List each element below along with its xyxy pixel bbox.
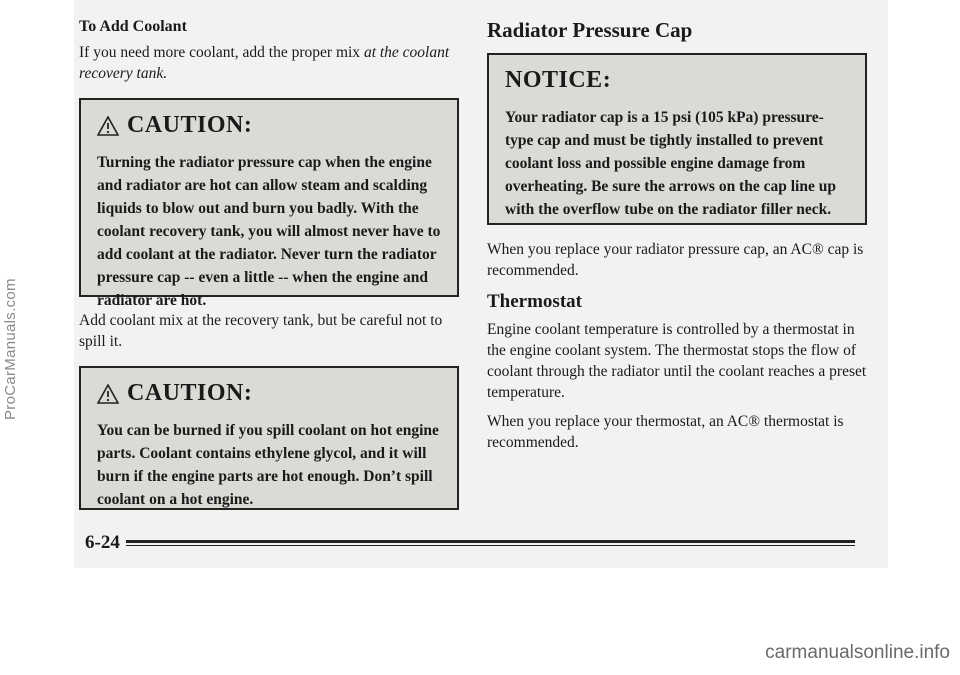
- add-coolant-heading: To Add Coolant: [79, 18, 187, 35]
- right-column: [487, 18, 867, 453]
- intro-plain-text: If you need more coolant, add the proper mix: [79, 44, 364, 61]
- thermostat-recommendation: When you replace your thermostat, an AC® thermostat is recommended.: [487, 413, 844, 451]
- footer-rule: [126, 540, 855, 546]
- warning-triangle-icon: [97, 384, 119, 404]
- side-watermark: ProCarManuals.com: [2, 278, 19, 420]
- notice-box: [487, 53, 867, 225]
- caution-body-2: You can be burned if you spill coolant on hot engine parts. Coolant contains ethylene glycol, and it will burn if the engine parts are hot enough. Don’t spill coolant on a hot engine.: [97, 422, 439, 508]
- left-column: [79, 18, 459, 510]
- caution-title-1: [97, 112, 441, 139]
- caution-label-1: CAUTION:: [127, 112, 253, 138]
- notice-body: Your radiator cap is a 15 psi (105 kPa) pressure-type cap and must be tightly installed to prevent coolant loss and possible engine damage from overheating. Be sure the arrows on the cap line up with the overflow tube on the radiator filler neck.: [505, 109, 836, 218]
- caution-title-2: [97, 380, 441, 407]
- thermostat-description: Engine coolant temperature is controlled by a thermostat in the engine coolant system. The thermostat stops the flow of coolant through the radiator until the coolant reaches a preset temperature.: [487, 321, 867, 401]
- add-coolant-intro: [79, 42, 459, 84]
- page-footer: [85, 528, 855, 558]
- caution-label-2: CAUTION:: [127, 380, 253, 406]
- add-coolant-instruction: Add coolant mix at the recovery tank, but be careful not to spill it.: [79, 312, 443, 350]
- caution-box-1: [79, 98, 459, 309]
- radiator-cap-heading: Radiator Pressure Cap: [487, 18, 693, 42]
- caution-box-2: [79, 366, 459, 510]
- bottom-watermark: carmanualsonline.info: [765, 642, 950, 663]
- notice-title: NOTICE:: [505, 67, 612, 93]
- intro-italic-text: at the coolant recovery tank.: [79, 44, 450, 82]
- cap-recommendation: When you replace your radiator pressure cap, an AC® cap is recommended.: [487, 241, 864, 279]
- warning-triangle-icon: [97, 116, 119, 136]
- thermostat-heading: Thermostat: [487, 291, 582, 312]
- caution-body-1: Turning the radiator pressure cap when the engine and radiator are hot can allow steam and scalding liquids to blow out and burn you badly. With the coolant recovery tank, you will almost never have to add coolant at the radiator. Never turn the radiator pressure cap -- even a little -- when the engine and radiator are hot.: [97, 154, 441, 309]
- page-number: 6-24: [85, 532, 120, 553]
